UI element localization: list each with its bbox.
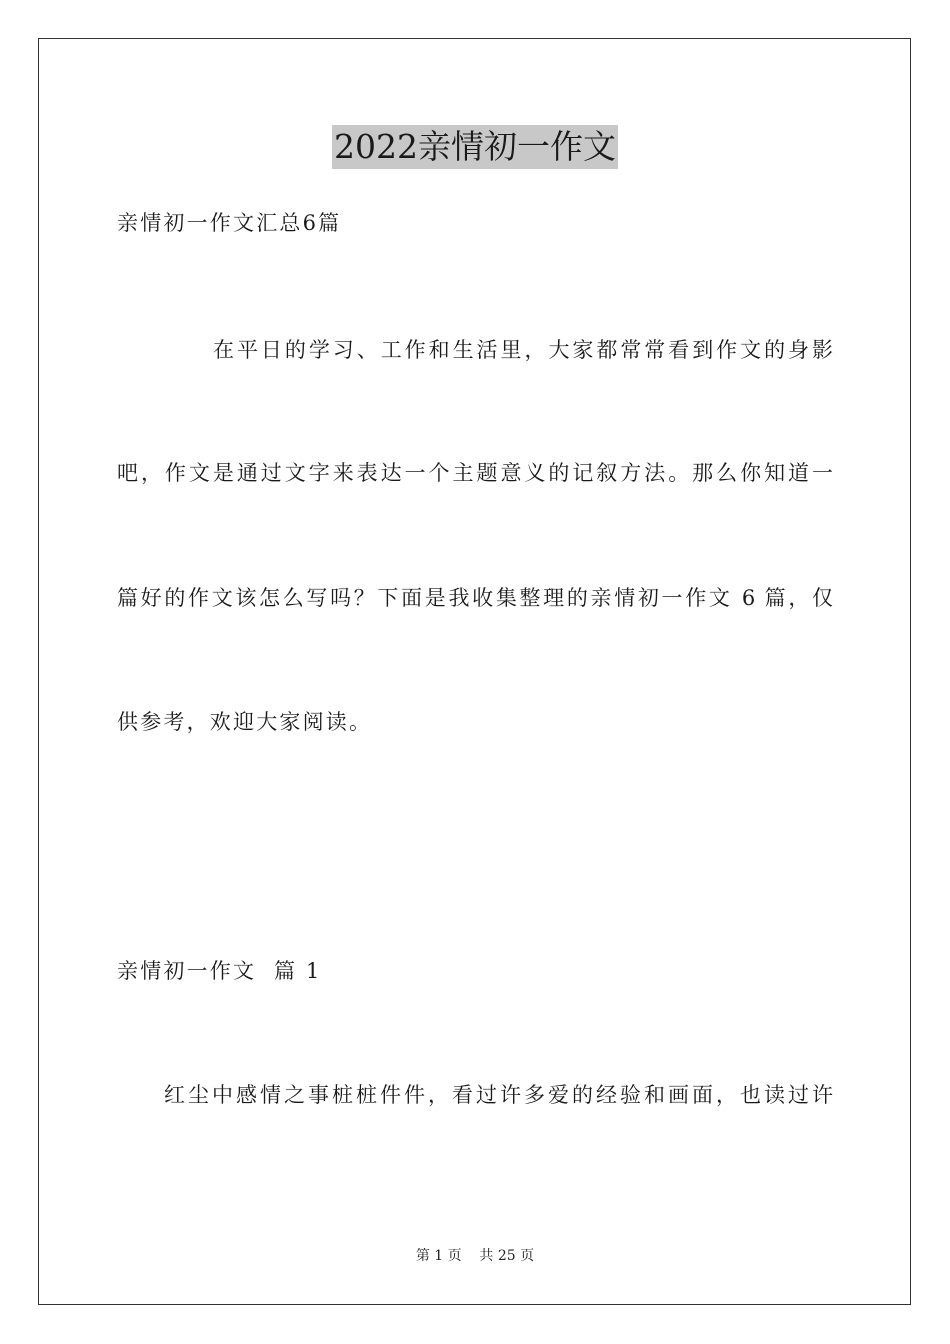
intro-line-3: 篇好的作文该怎么写吗？下面是我收集整理的亲情初一作文 6 篇，仅	[117, 586, 833, 610]
intro-line-2: 吧，作文是通过文字来表达一个主题意义的记叙方法。那么你知道一	[117, 461, 833, 485]
section-line-1: 红尘中感情之事桩桩件件，看过许多爱的经验和画面，也读过许	[164, 1083, 833, 1107]
intro-line-4: 供参考，欢迎大家阅读。	[117, 710, 373, 734]
document-subtitle: 亲情初一作文汇总6篇	[117, 211, 342, 235]
intro-line-1: 在平日的学习、工作和生活里，大家都常常看到作文的身影	[213, 338, 833, 362]
section-heading: 亲情初一作文 篇 1	[117, 959, 322, 983]
document-title: 2022亲情初一作文	[332, 125, 618, 169]
title-container	[0, 125, 950, 169]
page-number-label: 第 1 页 共 25 页	[415, 1248, 535, 1264]
page-footer	[0, 1246, 950, 1266]
